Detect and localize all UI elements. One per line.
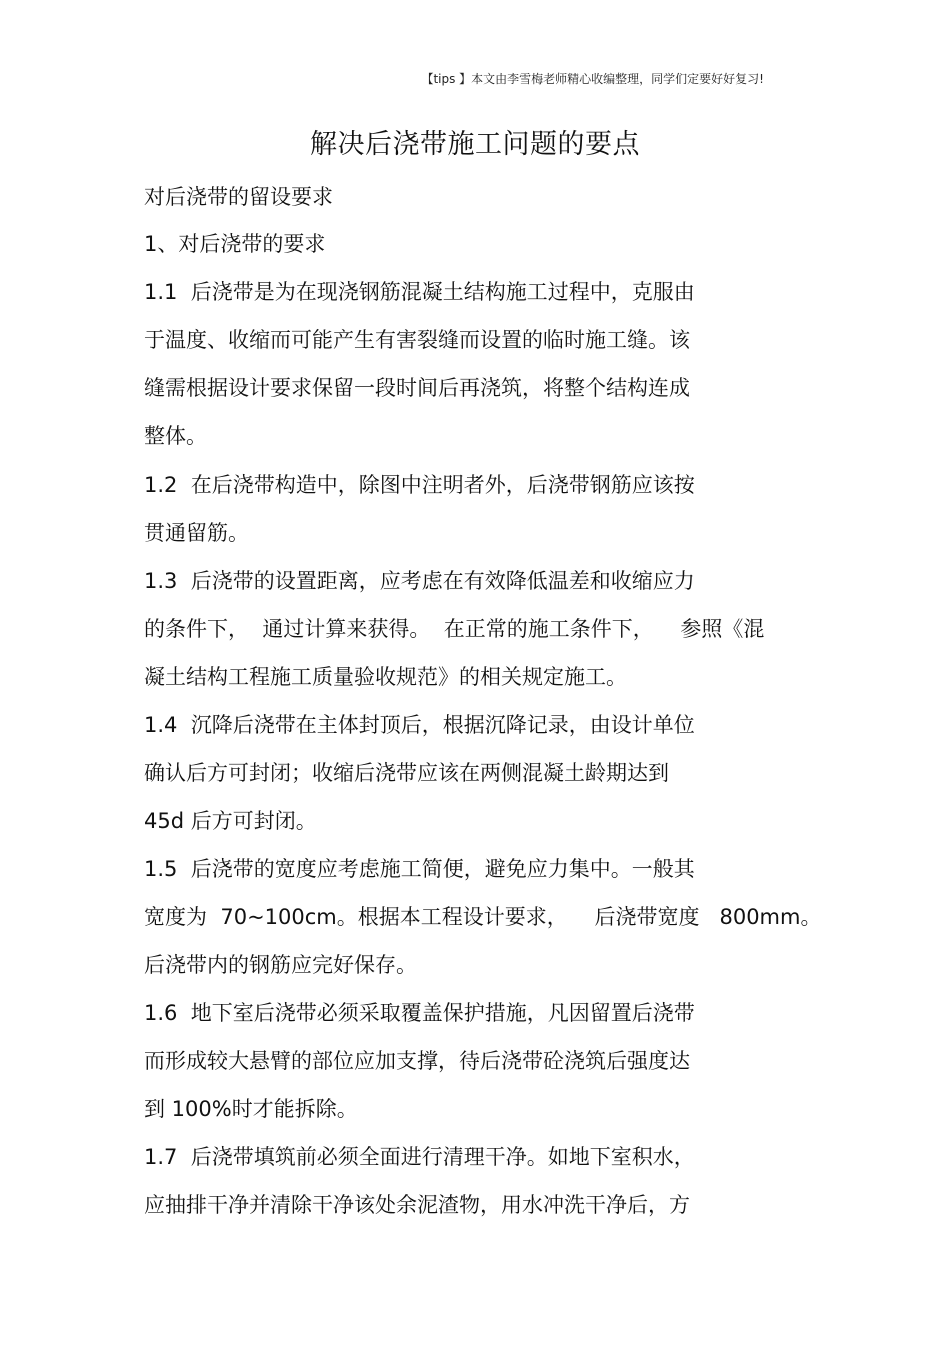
paragraph-line: 1.6 地下室后浇带必须采取覆盖保护措施，凡因留置后浇带 (144, 1001, 695, 1025)
paragraph-line: 凝土结构工程施工质量验收规范》的相关规定施工。 (144, 665, 627, 689)
header-tip: 【tips 】本文由李雪梅老师精心收编整理，同学们定要好好复习! (421, 72, 764, 86)
paragraph-line: 的条件下， 通过计算来获得。 在正常的施工条件下， 参照《混 (144, 617, 765, 641)
paragraph-line: 1.2 在后浇带构造中，除图中注明者外，后浇带钢筋应该按 (144, 473, 695, 497)
paragraph-line: 应抽排干净并清除干净该处余泥渣物，用水冲洗干净后，方 (144, 1193, 690, 1217)
paragraph-line: 到 100%时才能拆除。 (144, 1097, 358, 1121)
page-title: 解决后浇带施工问题的要点 (310, 129, 640, 160)
paragraph-line: 于温度、收缩而可能产生有害裂缝而设置的临时施工缝。该 (144, 328, 690, 352)
paragraph-line: 缝需根据设计要求保留一段时间后再浇筑，将整个结构连成 (144, 376, 690, 400)
paragraph-line: 1.1 后浇带是为在现浇钢筋混凝土结构施工过程中，克服由 (144, 280, 695, 304)
paragraph-line: 后浇带内的钢筋应完好保存。 (144, 953, 417, 977)
paragraph-line: 宽度为 70~100cm。根据本工程设计要求， 后浇带宽度 800mm。 (144, 905, 822, 929)
paragraph-line: 确认后方可封闭；收缩后浇带应该在两侧混凝土龄期达到 (144, 761, 669, 785)
section-heading: 对后浇带的留设要求 (144, 185, 333, 209)
paragraph-line: 贯通留筋。 (144, 521, 249, 545)
paragraph-line: 45d 后方可封闭。 (144, 809, 317, 833)
paragraph-line: 1.5 后浇带的宽度应考虑施工简便，避免应力集中。一般其 (144, 857, 695, 881)
paragraph-line: 1.7 后浇带填筑前必须全面进行清理干净。如地下室积水， (144, 1145, 695, 1169)
subsection-heading: 1、对后浇带的要求 (144, 232, 326, 256)
paragraph-line: 整体。 (144, 424, 207, 448)
paragraph-line: 而形成较大悬臂的部位应加支撑，待后浇带砼浇筑后强度达 (144, 1049, 690, 1073)
paragraph-line: 1.4 沉降后浇带在主体封顶后，根据沉降记录，由设计单位 (144, 713, 695, 737)
paragraph-line: 1.3 后浇带的设置距离，应考虑在有效降低温差和收缩应力 (144, 569, 695, 593)
